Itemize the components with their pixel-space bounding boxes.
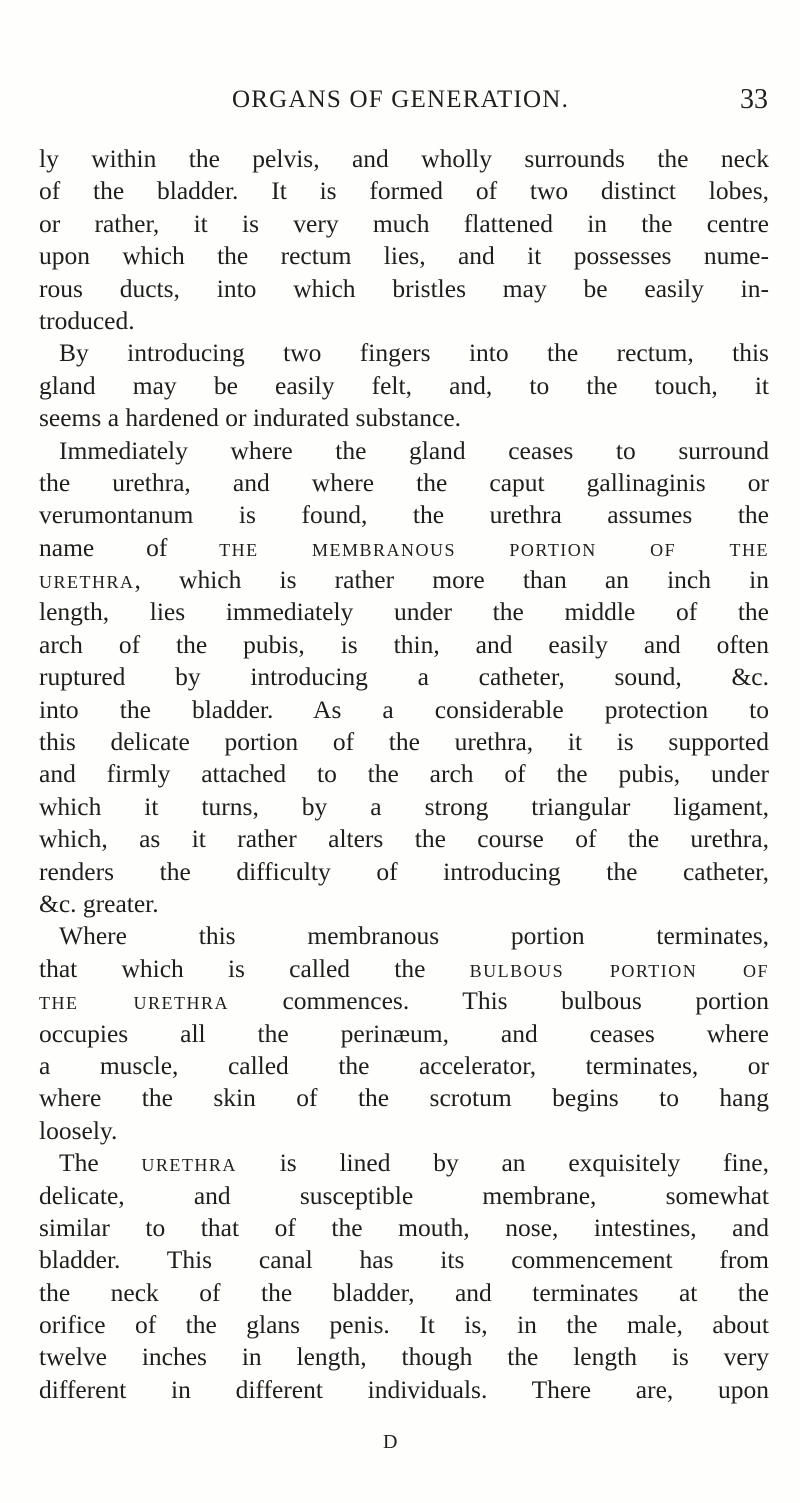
text-line: this delicate portion of the urethra, it is supported bbox=[39, 727, 769, 757]
small-caps-term: the membranous portion of the bbox=[219, 532, 770, 562]
text-line: a muscle, called the accelerator, terminates, or bbox=[39, 1050, 769, 1080]
text-line: similar to that of the mouth, nose, intestines, and bbox=[39, 1212, 769, 1242]
text-line: verumontanum is found, the urethra assumes the bbox=[39, 500, 769, 530]
text-line: Where this membranous portion terminates, bbox=[59, 921, 769, 951]
text-line: &c. greater. bbox=[39, 888, 159, 918]
text-line: length, lies immediately under the middle of the bbox=[39, 597, 769, 627]
text-line: arch of the pubis, is thin, and easily and often bbox=[39, 629, 769, 659]
text-line: delicate, and susceptible membrane, somewhat bbox=[39, 1180, 769, 1210]
body-text bbox=[39, 143, 769, 1406]
text-line: gland may be easily felt, and, to the touch, it bbox=[39, 370, 769, 400]
text-line: The urethra is lined by an exquisitely fine, bbox=[59, 1148, 769, 1178]
small-caps-term: bulbous portion of bbox=[469, 953, 770, 983]
running-head bbox=[232, 86, 768, 126]
small-caps-term: urethra bbox=[141, 1148, 237, 1178]
text-line: seems a hardened or indurated substance. bbox=[39, 403, 462, 433]
text-line: troduced. bbox=[39, 305, 135, 335]
signature-mark: D bbox=[383, 1431, 398, 1453]
text-line: which, as it rather alters the course of the urethra, bbox=[39, 824, 769, 854]
text-line: into the bladder. As a considerable protection to bbox=[39, 694, 769, 724]
text-line: or rather, it is very much flattened in the centre bbox=[39, 208, 769, 238]
small-caps-term: the urethra bbox=[39, 986, 229, 1016]
text-line: the urethra commences. This bulbous portion bbox=[39, 986, 769, 1016]
text-line: ly within the pelvis, and wholly surrounds the neck bbox=[39, 144, 769, 173]
text-line: ruptured by introducing a catheter, sound, &c. bbox=[39, 662, 769, 692]
text-line: of the bladder. It is formed of two distinct lobes, bbox=[39, 176, 769, 206]
running-title: ORGANS OF GENERATION. bbox=[232, 86, 570, 113]
text-line: rous ducts, into which bristles may be easily in- bbox=[39, 273, 769, 303]
page-number: 33 bbox=[740, 84, 768, 115]
text-line: where the skin of the scrotum begins to hang bbox=[39, 1083, 769, 1113]
text-line: the urethra, and where the caput gallinaginis or bbox=[39, 467, 769, 497]
text-line: upon which the rectum lies, and it possesses nume- bbox=[39, 241, 769, 271]
text-line: occupies all the perinæum, and ceases where bbox=[39, 1018, 769, 1048]
text-line: urethra, which is rather more than an inch in bbox=[39, 565, 769, 595]
text-line: loosely. bbox=[39, 1115, 118, 1145]
text-line: By introducing two fingers into the rectum, this bbox=[59, 338, 769, 368]
text-line: orifice of the glans penis. It is, in the male, about bbox=[39, 1310, 769, 1340]
text-line: which it turns, by a strong triangular ligament, bbox=[39, 791, 769, 821]
text-line: name of the membranous portion of the bbox=[39, 532, 770, 562]
text-line: renders the difficulty of introducing the catheter, bbox=[39, 856, 769, 886]
text-line: that which is called the bulbous portion of bbox=[39, 953, 770, 983]
small-caps-term: urethra bbox=[39, 565, 135, 595]
text-line: twelve inches in length, though the length is very bbox=[39, 1342, 769, 1372]
text-line: and firmly attached to the arch of the pubis, under bbox=[39, 759, 769, 789]
text-line: the neck of the bladder, and terminates at the bbox=[39, 1277, 769, 1307]
text-line: Immediately where the gland ceases to surround bbox=[59, 435, 769, 465]
text-line: bladder. This canal has its commencement from bbox=[39, 1245, 769, 1275]
text-line: different in different individuals. There are, upon bbox=[39, 1374, 769, 1404]
